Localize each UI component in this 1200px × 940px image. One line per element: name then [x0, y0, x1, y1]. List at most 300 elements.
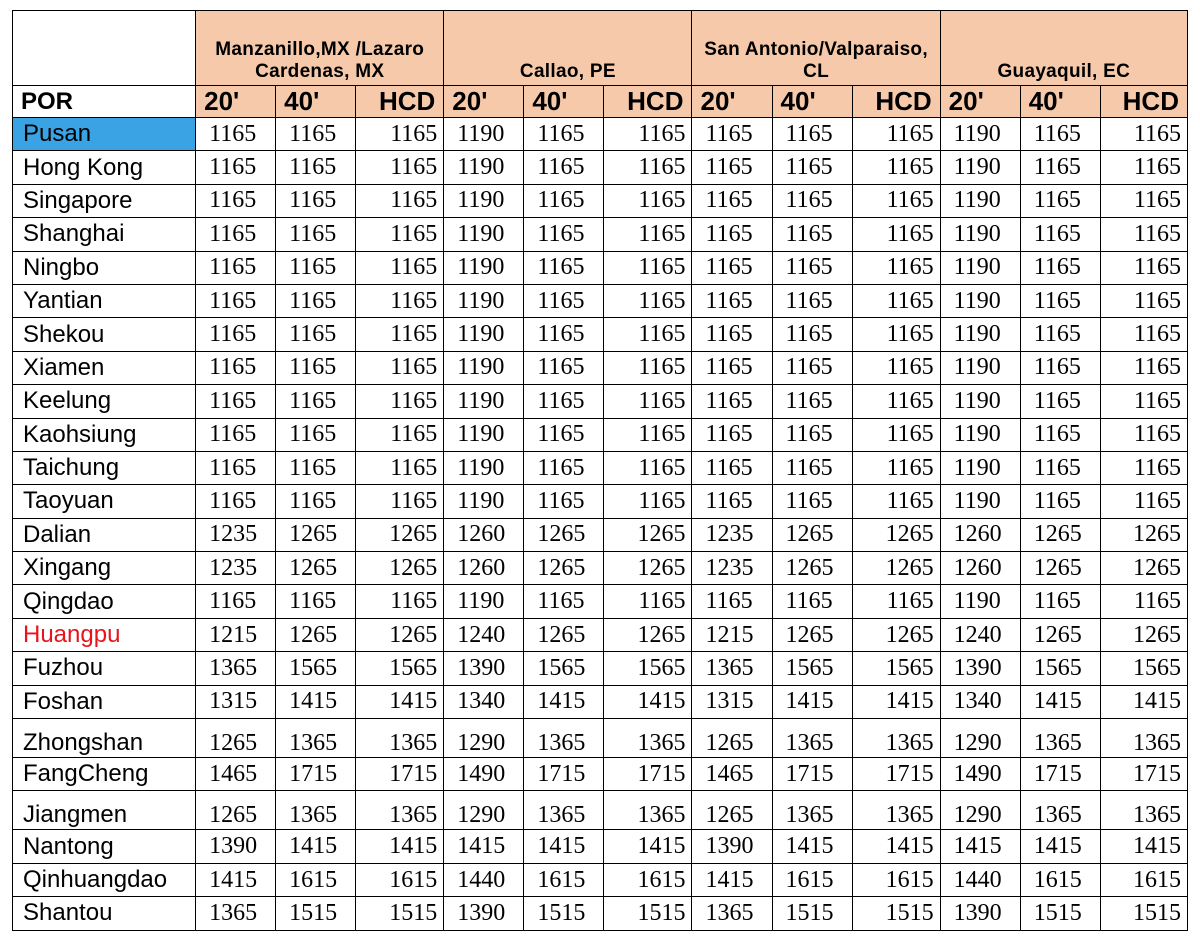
rate-cell[interactable]: 1190 — [444, 151, 524, 184]
rate-cell[interactable]: 1165 — [1020, 284, 1100, 317]
rate-cell[interactable]: 1165 — [1100, 151, 1187, 184]
rate-cell[interactable]: 1165 — [692, 418, 772, 451]
rate-cell[interactable]: 1165 — [852, 451, 940, 484]
rate-cell[interactable]: 1515 — [524, 897, 604, 930]
rate-cell[interactable]: 1565 — [852, 652, 940, 685]
rate-cell[interactable]: 1340 — [444, 685, 524, 718]
rate-cell[interactable]: 1615 — [1020, 863, 1100, 896]
rate-cell[interactable]: 1265 — [356, 618, 444, 651]
rate-cell[interactable]: 1265 — [196, 791, 276, 830]
rate-cell[interactable]: 1190 — [444, 318, 524, 351]
rate-cell[interactable]: 1190 — [940, 585, 1020, 618]
rate-cell[interactable]: 1165 — [772, 585, 852, 618]
rate-cell[interactable]: 1290 — [444, 719, 524, 758]
rate-cell[interactable]: 1165 — [1020, 251, 1100, 284]
rate-cell[interactable]: 1165 — [692, 318, 772, 351]
rate-cell[interactable]: 1165 — [604, 218, 692, 251]
rate-cell[interactable]: 1165 — [1100, 318, 1187, 351]
rate-cell[interactable]: 1165 — [604, 585, 692, 618]
por-cell[interactable]: Foshan — [13, 685, 196, 718]
rate-cell[interactable]: 1165 — [852, 284, 940, 317]
rate-cell[interactable]: 1165 — [276, 385, 356, 418]
rate-cell[interactable]: 1165 — [604, 451, 692, 484]
rate-cell[interactable]: 1165 — [356, 118, 444, 151]
rate-cell[interactable]: 1390 — [196, 830, 276, 863]
rate-cell[interactable]: 1265 — [356, 552, 444, 585]
rate-cell[interactable]: 1190 — [940, 184, 1020, 217]
rate-cell[interactable]: 1190 — [444, 485, 524, 518]
rate-cell[interactable]: 1165 — [852, 251, 940, 284]
rate-cell[interactable]: 1190 — [940, 118, 1020, 151]
rate-cell[interactable]: 1165 — [356, 218, 444, 251]
rate-cell[interactable]: 1365 — [1020, 719, 1100, 758]
rate-cell[interactable]: 1165 — [356, 151, 444, 184]
rate-cell[interactable]: 1165 — [196, 118, 276, 151]
rate-cell[interactable]: 1165 — [196, 284, 276, 317]
por-cell[interactable]: Hong Kong — [13, 151, 196, 184]
rate-cell[interactable]: 1165 — [852, 418, 940, 451]
rate-cell[interactable]: 1615 — [524, 863, 604, 896]
rate-cell[interactable]: 1165 — [692, 485, 772, 518]
rate-cell[interactable]: 1165 — [276, 351, 356, 384]
rate-cell[interactable]: 1365 — [524, 791, 604, 830]
rate-cell[interactable]: 1165 — [196, 351, 276, 384]
rate-cell[interactable]: 1615 — [852, 863, 940, 896]
rate-cell[interactable]: 1165 — [852, 151, 940, 184]
rate-cell[interactable]: 1165 — [604, 151, 692, 184]
rate-cell[interactable]: 1465 — [196, 758, 276, 791]
rate-cell[interactable]: 1165 — [852, 318, 940, 351]
por-cell[interactable]: Taichung — [13, 451, 196, 484]
rate-cell[interactable]: 1165 — [852, 218, 940, 251]
rate-cell[interactable]: 1165 — [852, 184, 940, 217]
por-cell[interactable]: Shekou — [13, 318, 196, 351]
rate-cell[interactable]: 1240 — [940, 618, 1020, 651]
rate-cell[interactable]: 1265 — [276, 552, 356, 585]
rate-cell[interactable]: 1165 — [1020, 585, 1100, 618]
rate-cell[interactable]: 1265 — [692, 719, 772, 758]
rate-cell[interactable]: 1365 — [604, 719, 692, 758]
rate-cell[interactable]: 1165 — [356, 318, 444, 351]
rate-cell[interactable]: 1165 — [852, 585, 940, 618]
rate-cell[interactable]: 1165 — [276, 585, 356, 618]
rate-cell[interactable]: 1365 — [692, 652, 772, 685]
rate-cell[interactable]: 1415 — [692, 863, 772, 896]
rate-cell[interactable]: 1415 — [1020, 830, 1100, 863]
rate-cell[interactable]: 1515 — [604, 897, 692, 930]
rate-cell[interactable]: 1190 — [444, 218, 524, 251]
rate-cell[interactable]: 1365 — [196, 897, 276, 930]
rate-cell[interactable]: 1415 — [852, 830, 940, 863]
rate-cell[interactable]: 1415 — [772, 830, 852, 863]
rate-cell[interactable]: 1165 — [524, 385, 604, 418]
rate-cell[interactable]: 1515 — [772, 897, 852, 930]
rate-cell[interactable]: 1165 — [772, 118, 852, 151]
rate-cell[interactable]: 1190 — [444, 251, 524, 284]
rate-cell[interactable]: 1165 — [604, 485, 692, 518]
rate-cell[interactable]: 1165 — [1100, 351, 1187, 384]
rate-cell[interactable]: 1165 — [524, 118, 604, 151]
rate-cell[interactable]: 1165 — [772, 485, 852, 518]
rate-cell[interactable]: 1365 — [852, 719, 940, 758]
por-cell[interactable]: Qinhuangdao — [13, 863, 196, 896]
rate-cell[interactable]: 1165 — [604, 318, 692, 351]
rate-cell[interactable]: 1365 — [692, 897, 772, 930]
rate-cell[interactable]: 1215 — [196, 618, 276, 651]
rate-cell[interactable]: 1365 — [196, 652, 276, 685]
rate-cell[interactable]: 1190 — [444, 385, 524, 418]
rate-cell[interactable]: 1415 — [444, 830, 524, 863]
rate-cell[interactable]: 1165 — [1100, 451, 1187, 484]
rate-cell[interactable]: 1165 — [692, 284, 772, 317]
rate-cell[interactable]: 1165 — [356, 585, 444, 618]
rate-cell[interactable]: 1165 — [356, 385, 444, 418]
rate-cell[interactable]: 1565 — [772, 652, 852, 685]
rate-cell[interactable]: 1260 — [444, 552, 524, 585]
rate-cell[interactable]: 1165 — [604, 385, 692, 418]
rate-cell[interactable]: 1615 — [1100, 863, 1187, 896]
rate-cell[interactable]: 1390 — [444, 652, 524, 685]
rate-cell[interactable]: 1165 — [1100, 585, 1187, 618]
rate-cell[interactable]: 1415 — [524, 685, 604, 718]
rate-cell[interactable]: 1265 — [1020, 618, 1100, 651]
rate-cell[interactable]: 1615 — [772, 863, 852, 896]
rate-cell[interactable]: 1165 — [1100, 418, 1187, 451]
rate-cell[interactable]: 1165 — [772, 318, 852, 351]
rate-cell[interactable]: 1415 — [1100, 830, 1187, 863]
por-cell[interactable]: Shanghai — [13, 218, 196, 251]
rate-cell[interactable]: 1265 — [524, 618, 604, 651]
por-cell[interactable]: Ningbo — [13, 251, 196, 284]
rate-cell[interactable]: 1165 — [276, 184, 356, 217]
rate-cell[interactable]: 1515 — [1020, 897, 1100, 930]
rate-cell[interactable]: 1615 — [356, 863, 444, 896]
por-cell[interactable]: Kaohsiung — [13, 418, 196, 451]
rate-cell[interactable]: 1165 — [772, 385, 852, 418]
por-cell[interactable]: Fuzhou — [13, 652, 196, 685]
rate-cell[interactable]: 1165 — [276, 418, 356, 451]
rate-cell[interactable]: 1265 — [276, 518, 356, 551]
rate-cell[interactable]: 1190 — [940, 251, 1020, 284]
rate-cell[interactable]: 1565 — [604, 652, 692, 685]
rate-cell[interactable]: 1165 — [276, 284, 356, 317]
rate-cell[interactable]: 1165 — [772, 284, 852, 317]
rate-cell[interactable]: 1265 — [1020, 518, 1100, 551]
rate-cell[interactable]: 1165 — [196, 585, 276, 618]
rate-cell[interactable]: 1190 — [940, 284, 1020, 317]
rate-cell[interactable]: 1165 — [524, 184, 604, 217]
rate-cell[interactable]: 1165 — [1100, 251, 1187, 284]
rate-cell[interactable]: 1715 — [604, 758, 692, 791]
rate-cell[interactable]: 1265 — [276, 618, 356, 651]
rate-cell[interactable]: 1165 — [196, 385, 276, 418]
rate-cell[interactable]: 1190 — [444, 451, 524, 484]
rate-cell[interactable]: 1415 — [196, 863, 276, 896]
rate-cell[interactable]: 1165 — [356, 418, 444, 451]
rate-cell[interactable]: 1165 — [692, 118, 772, 151]
rate-cell[interactable]: 1190 — [940, 451, 1020, 484]
rate-cell[interactable]: 1715 — [356, 758, 444, 791]
rate-cell[interactable]: 1340 — [940, 685, 1020, 718]
rate-cell[interactable]: 1490 — [444, 758, 524, 791]
rate-cell[interactable]: 1265 — [772, 618, 852, 651]
rate-cell[interactable]: 1265 — [852, 618, 940, 651]
rate-cell[interactable]: 1165 — [276, 251, 356, 284]
rate-cell[interactable]: 1565 — [1100, 652, 1187, 685]
rate-cell[interactable]: 1365 — [276, 719, 356, 758]
rate-cell[interactable]: 1190 — [444, 184, 524, 217]
por-cell[interactable]: Dalian — [13, 518, 196, 551]
rate-cell[interactable]: 1165 — [772, 451, 852, 484]
rate-cell[interactable]: 1390 — [692, 830, 772, 863]
rate-cell[interactable]: 1365 — [604, 791, 692, 830]
rate-cell[interactable]: 1165 — [524, 351, 604, 384]
rate-cell[interactable]: 1165 — [852, 118, 940, 151]
rate-cell[interactable]: 1190 — [940, 385, 1020, 418]
rate-cell[interactable]: 1240 — [444, 618, 524, 651]
rate-cell[interactable]: 1190 — [444, 284, 524, 317]
rate-cell[interactable]: 1390 — [444, 897, 524, 930]
rate-cell[interactable]: 1165 — [692, 251, 772, 284]
rate-cell[interactable]: 1415 — [524, 830, 604, 863]
rate-cell[interactable]: 1165 — [524, 451, 604, 484]
rate-cell[interactable]: 1265 — [524, 518, 604, 551]
rate-cell[interactable]: 1265 — [356, 518, 444, 551]
rate-cell[interactable]: 1365 — [772, 719, 852, 758]
rate-cell[interactable]: 1165 — [772, 351, 852, 384]
rate-cell[interactable]: 1415 — [772, 685, 852, 718]
por-cell[interactable]: Keelung — [13, 385, 196, 418]
rate-cell[interactable]: 1265 — [852, 518, 940, 551]
rate-cell[interactable]: 1265 — [196, 719, 276, 758]
rate-cell[interactable]: 1165 — [524, 251, 604, 284]
rate-cell[interactable]: 1165 — [276, 485, 356, 518]
rate-cell[interactable]: 1165 — [524, 218, 604, 251]
rate-cell[interactable]: 1165 — [1020, 451, 1100, 484]
rate-cell[interactable]: 1415 — [356, 830, 444, 863]
rate-cell[interactable]: 1190 — [444, 585, 524, 618]
rate-cell[interactable]: 1165 — [1100, 284, 1187, 317]
rate-cell[interactable]: 1265 — [604, 618, 692, 651]
rate-cell[interactable]: 1265 — [1100, 518, 1187, 551]
rate-cell[interactable]: 1515 — [852, 897, 940, 930]
rate-cell[interactable]: 1165 — [852, 485, 940, 518]
rate-cell[interactable]: 1165 — [524, 585, 604, 618]
rate-cell[interactable]: 1315 — [196, 685, 276, 718]
por-cell[interactable]: Jiangmen — [13, 791, 196, 830]
rate-cell[interactable]: 1165 — [604, 351, 692, 384]
rate-cell[interactable]: 1715 — [772, 758, 852, 791]
rate-cell[interactable]: 1265 — [692, 791, 772, 830]
rate-cell[interactable]: 1465 — [692, 758, 772, 791]
rate-cell[interactable]: 1165 — [1100, 118, 1187, 151]
rate-cell[interactable]: 1165 — [1020, 318, 1100, 351]
rate-cell[interactable]: 1290 — [940, 791, 1020, 830]
rate-cell[interactable]: 1165 — [692, 218, 772, 251]
rate-cell[interactable]: 1190 — [940, 151, 1020, 184]
rate-cell[interactable]: 1490 — [940, 758, 1020, 791]
rate-cell[interactable]: 1415 — [940, 830, 1020, 863]
rate-cell[interactable]: 1265 — [1100, 552, 1187, 585]
por-cell[interactable]: Taoyuan — [13, 485, 196, 518]
rate-cell[interactable]: 1365 — [1100, 791, 1187, 830]
rate-cell[interactable]: 1165 — [276, 118, 356, 151]
rate-cell[interactable]: 1715 — [852, 758, 940, 791]
rate-cell[interactable]: 1235 — [196, 552, 276, 585]
rate-cell[interactable]: 1565 — [276, 652, 356, 685]
rate-cell[interactable]: 1515 — [1100, 897, 1187, 930]
rate-cell[interactable]: 1265 — [604, 518, 692, 551]
rate-cell[interactable]: 1565 — [356, 652, 444, 685]
rate-cell[interactable]: 1165 — [772, 184, 852, 217]
por-cell[interactable]: Qingdao — [13, 585, 196, 618]
rate-cell[interactable]: 1165 — [196, 218, 276, 251]
rate-cell[interactable]: 1365 — [772, 791, 852, 830]
rate-cell[interactable]: 1190 — [940, 485, 1020, 518]
rate-cell[interactable]: 1515 — [276, 897, 356, 930]
por-cell[interactable]: Singapore — [13, 184, 196, 217]
rate-cell[interactable]: 1165 — [1020, 118, 1100, 151]
rate-cell[interactable]: 1715 — [1100, 758, 1187, 791]
rate-cell[interactable]: 1715 — [524, 758, 604, 791]
rate-cell[interactable]: 1365 — [276, 791, 356, 830]
rate-cell[interactable]: 1365 — [524, 719, 604, 758]
rate-cell[interactable]: 1165 — [1020, 218, 1100, 251]
rate-cell[interactable]: 1165 — [524, 485, 604, 518]
rate-cell[interactable]: 1715 — [1020, 758, 1100, 791]
rate-cell[interactable]: 1415 — [276, 685, 356, 718]
rate-cell[interactable]: 1260 — [940, 518, 1020, 551]
rate-cell[interactable]: 1165 — [524, 318, 604, 351]
rate-cell[interactable]: 1190 — [940, 351, 1020, 384]
rate-cell[interactable]: 1390 — [940, 897, 1020, 930]
rate-cell[interactable]: 1165 — [276, 151, 356, 184]
rate-cell[interactable]: 1165 — [196, 251, 276, 284]
rate-cell[interactable]: 1565 — [524, 652, 604, 685]
rate-cell[interactable]: 1165 — [356, 251, 444, 284]
rate-cell[interactable]: 1165 — [196, 418, 276, 451]
rate-cell[interactable]: 1190 — [940, 218, 1020, 251]
rate-cell[interactable]: 1165 — [524, 418, 604, 451]
por-cell[interactable]: Pusan — [13, 118, 196, 151]
rate-cell[interactable]: 1165 — [196, 318, 276, 351]
rate-cell[interactable]: 1165 — [356, 351, 444, 384]
rate-cell[interactable]: 1165 — [356, 485, 444, 518]
rate-cell[interactable]: 1365 — [1020, 791, 1100, 830]
rate-cell[interactable]: 1390 — [940, 652, 1020, 685]
rate-cell[interactable]: 1265 — [524, 552, 604, 585]
rate-cell[interactable]: 1165 — [196, 151, 276, 184]
rate-cell[interactable]: 1165 — [276, 451, 356, 484]
rate-cell[interactable]: 1515 — [356, 897, 444, 930]
rate-cell[interactable]: 1165 — [1020, 418, 1100, 451]
rate-cell[interactable]: 1265 — [1100, 618, 1187, 651]
rate-cell[interactable]: 1165 — [356, 284, 444, 317]
rate-cell[interactable]: 1415 — [1020, 685, 1100, 718]
rate-cell[interactable]: 1165 — [772, 251, 852, 284]
rate-cell[interactable]: 1265 — [852, 552, 940, 585]
rate-cell[interactable]: 1615 — [276, 863, 356, 896]
rate-cell[interactable]: 1440 — [444, 863, 524, 896]
rate-cell[interactable]: 1235 — [692, 518, 772, 551]
rate-cell[interactable]: 1165 — [604, 284, 692, 317]
rate-cell[interactable]: 1190 — [940, 318, 1020, 351]
rate-cell[interactable]: 1265 — [772, 552, 852, 585]
rate-cell[interactable]: 1365 — [356, 719, 444, 758]
rate-cell[interactable]: 1215 — [692, 618, 772, 651]
rate-cell[interactable]: 1165 — [196, 184, 276, 217]
rate-cell[interactable]: 1365 — [852, 791, 940, 830]
rate-cell[interactable]: 1440 — [940, 863, 1020, 896]
por-cell[interactable]: Huangpu — [13, 618, 196, 651]
rate-cell[interactable]: 1565 — [1020, 652, 1100, 685]
rate-cell[interactable]: 1165 — [1020, 184, 1100, 217]
rate-cell[interactable]: 1290 — [940, 719, 1020, 758]
rate-cell[interactable]: 1165 — [196, 451, 276, 484]
rate-cell[interactable]: 1165 — [772, 218, 852, 251]
rate-cell[interactable]: 1315 — [692, 685, 772, 718]
por-cell[interactable]: Yantian — [13, 284, 196, 317]
rate-cell[interactable]: 1235 — [692, 552, 772, 585]
rate-cell[interactable]: 1165 — [852, 351, 940, 384]
rate-cell[interactable]: 1165 — [692, 385, 772, 418]
rate-cell[interactable]: 1190 — [444, 118, 524, 151]
rate-cell[interactable]: 1165 — [692, 585, 772, 618]
rate-cell[interactable]: 1415 — [356, 685, 444, 718]
rate-cell[interactable]: 1190 — [444, 351, 524, 384]
rate-cell[interactable]: 1715 — [276, 758, 356, 791]
rate-cell[interactable]: 1265 — [772, 518, 852, 551]
por-cell[interactable]: Zhongshan — [13, 719, 196, 758]
rate-cell[interactable]: 1165 — [1100, 385, 1187, 418]
rate-cell[interactable]: 1260 — [940, 552, 1020, 585]
rate-cell[interactable]: 1415 — [852, 685, 940, 718]
rate-cell[interactable]: 1615 — [604, 863, 692, 896]
por-cell[interactable]: Xingang — [13, 552, 196, 585]
por-cell[interactable]: Xiamen — [13, 351, 196, 384]
rate-cell[interactable]: 1165 — [524, 151, 604, 184]
rate-cell[interactable]: 1365 — [1100, 719, 1187, 758]
rate-cell[interactable]: 1165 — [276, 318, 356, 351]
por-cell[interactable]: Nantong — [13, 830, 196, 863]
rate-cell[interactable]: 1165 — [1020, 351, 1100, 384]
por-cell[interactable]: FangCheng — [13, 758, 196, 791]
rate-cell[interactable]: 1165 — [604, 251, 692, 284]
rate-cell[interactable]: 1165 — [356, 184, 444, 217]
rate-cell[interactable]: 1415 — [1100, 685, 1187, 718]
rate-cell[interactable]: 1165 — [692, 351, 772, 384]
rate-cell[interactable]: 1165 — [356, 451, 444, 484]
rate-cell[interactable]: 1165 — [772, 151, 852, 184]
rate-cell[interactable]: 1165 — [772, 418, 852, 451]
rate-cell[interactable]: 1165 — [1020, 151, 1100, 184]
rate-cell[interactable]: 1165 — [604, 418, 692, 451]
rate-cell[interactable]: 1165 — [196, 485, 276, 518]
rate-cell[interactable]: 1165 — [1100, 218, 1187, 251]
rate-cell[interactable]: 1165 — [276, 218, 356, 251]
rate-cell[interactable]: 1265 — [1020, 552, 1100, 585]
rate-cell[interactable]: 1165 — [692, 151, 772, 184]
rate-cell[interactable]: 1165 — [852, 385, 940, 418]
rate-cell[interactable]: 1235 — [196, 518, 276, 551]
rate-cell[interactable]: 1165 — [692, 184, 772, 217]
rate-cell[interactable]: 1415 — [276, 830, 356, 863]
rate-cell[interactable]: 1165 — [1020, 385, 1100, 418]
rate-cell[interactable]: 1365 — [356, 791, 444, 830]
rate-cell[interactable]: 1165 — [604, 184, 692, 217]
rate-cell[interactable]: 1290 — [444, 791, 524, 830]
rate-cell[interactable]: 1165 — [1100, 184, 1187, 217]
